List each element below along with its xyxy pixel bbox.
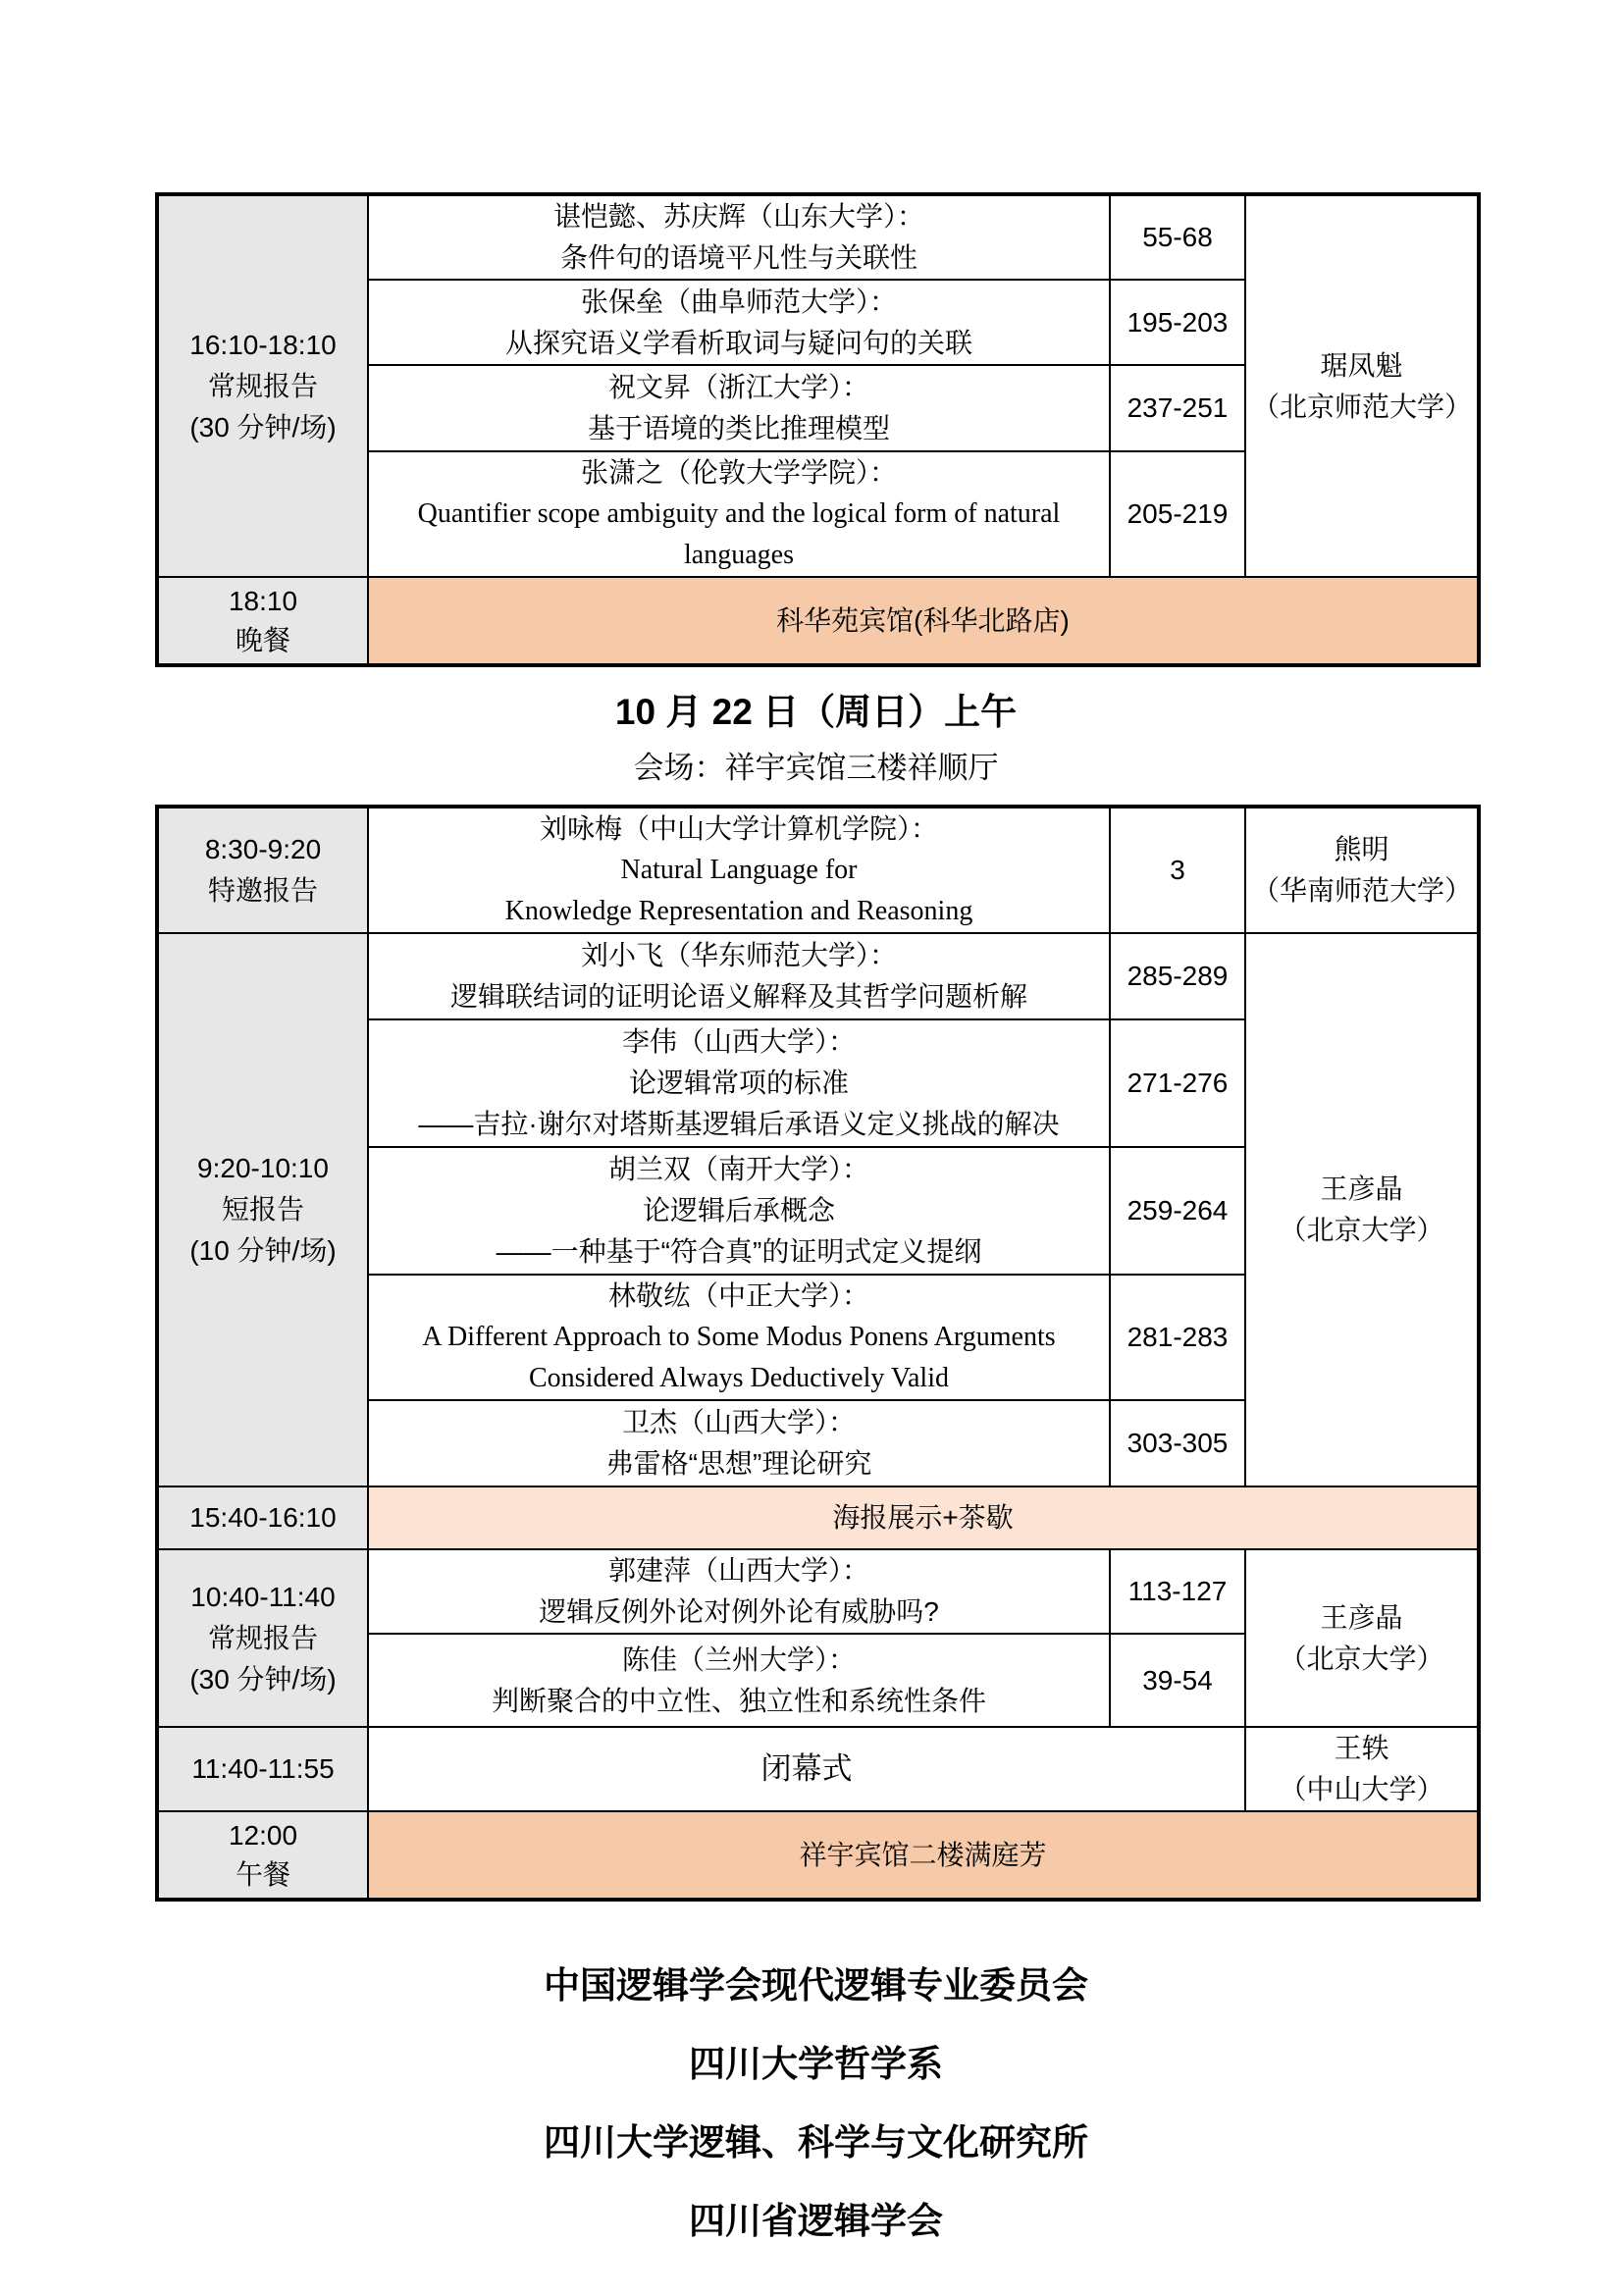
talk-cell (368, 1147, 1110, 1275)
talk-title: 从探究语义学看析取词与疑问句的关联 (504, 327, 972, 358)
organizer-line: 四川大学逻辑、科学与文化研究所 (544, 2122, 1088, 2163)
session-type: 短报告 (221, 1194, 304, 1225)
organizer-line: 中国逻辑学会现代逻辑专业委员会 (544, 1965, 1088, 2006)
chair-cell (1245, 194, 1479, 577)
session-type: 特邀报告 (207, 875, 318, 906)
closing-ceremony-row (157, 1727, 1479, 1811)
pages-cell: 281-283 (1110, 1275, 1245, 1400)
chair-cell (1245, 807, 1479, 933)
talk-speaker: 谌恺懿、苏庆辉（山东大学）： (552, 201, 924, 232)
dinner-venue: 科华苑宾馆(科华北路店) (368, 577, 1479, 665)
talk-title: 条件句的语境平凡性与关联性 (559, 242, 917, 273)
dinner-row (157, 577, 1479, 665)
chair-cell (1245, 1727, 1479, 1811)
closing-time-cell: 11:40-11:55 (157, 1727, 368, 1811)
tea-break-label: 海报展示+茶歇 (368, 1487, 1479, 1549)
session-time-cell (157, 933, 368, 1487)
session-time-cell (157, 1549, 368, 1727)
session-type: 常规报告 (207, 1622, 318, 1653)
chair-affiliation: （华南师范大学） (1252, 875, 1473, 906)
chair-cell (1245, 933, 1479, 1487)
talk-row (157, 1549, 1479, 1634)
pages-cell: 39-54 (1110, 1634, 1245, 1727)
pages-cell: 205-219 (1110, 451, 1245, 577)
pages-cell: 271-276 (1110, 1019, 1245, 1147)
talk-speaker: 陈佳（兰州大学）： (621, 1643, 856, 1675)
talk-speaker: 祝文昇（浙江大学）： (607, 372, 869, 402)
chair-name: 王轶 (1334, 1733, 1389, 1763)
session-duration: (30 分钟/场) (189, 1663, 337, 1695)
chair-affiliation: （北京师范大学） (1252, 391, 1473, 422)
tea-time-cell: 15:40-16:10 (157, 1487, 368, 1549)
talk-cell (368, 451, 1110, 577)
talk-speaker: 胡兰双（南开大学）： (607, 1154, 869, 1184)
chair-name: 王彦晶 (1320, 1174, 1403, 1204)
lunch-time-cell (157, 1811, 368, 1900)
talk-cell (368, 280, 1110, 365)
chair-affiliation: （北京大学） (1279, 1643, 1444, 1674)
talk-speaker: 张保垒（曲阜师范大学）： (580, 286, 897, 317)
tea-break-row (157, 1487, 1479, 1549)
talk-cell (368, 1549, 1110, 1634)
pages-cell: 55-68 (1110, 194, 1245, 280)
talk-cell (368, 1400, 1110, 1487)
pages-cell: 113-127 (1110, 1549, 1245, 1634)
talk-row (157, 933, 1479, 1019)
talk-cell (368, 1019, 1110, 1147)
schedule-table-day2-morning (155, 805, 1481, 1902)
pages-cell: 259-264 (1110, 1147, 1245, 1275)
closing-label: 闭幕式 (368, 1727, 1245, 1811)
session-time-cell (157, 807, 368, 933)
lunch-venue: 祥宇宾馆二楼满庭芳 (368, 1811, 1479, 1900)
talk-cell (368, 807, 1110, 933)
talk-speaker: 刘小飞（华东师范大学）： (580, 940, 897, 970)
organizer-line: 四川大学哲学系 (689, 2044, 943, 2084)
dinner-time-cell (157, 577, 368, 665)
talk-title: 基于语境的类比推理模型 (587, 413, 890, 443)
talk-title: 逻辑联结词的证明论语义解释及其哲学问题析解 (449, 981, 1027, 1012)
session-time: 10:40-11:40 (190, 1581, 336, 1612)
chair-cell (1245, 1549, 1479, 1727)
talk-speaker: 刘咏梅（中山大学计算机学院）： (539, 813, 938, 844)
date-heading: 10 月 22 日（周日）上午 (614, 692, 1018, 732)
talk-title: 论逻辑常项的标准 (628, 1068, 849, 1098)
talk-title-line: Knowledge Representation and Reasoning (504, 896, 973, 926)
talk-cell (368, 1634, 1110, 1727)
talk-speaker: 卫杰（山西大学）： (621, 1407, 856, 1437)
talk-title: 弗雷格“思想”理论研究 (605, 1448, 872, 1479)
pages-cell: 237-251 (1110, 365, 1245, 451)
talk-subtitle: ——吉拉·谢尔对塔斯基逻辑后承语义定义挑战的解决 (418, 1109, 1060, 1139)
talk-cell (368, 365, 1110, 451)
chair-name: 王彦晶 (1320, 1601, 1403, 1633)
talk-speaker: 郭建萍（山西大学）： (607, 1555, 869, 1586)
session-duration: (10 分钟/场) (189, 1235, 337, 1266)
session-time: 8:30-9:20 (204, 834, 322, 864)
organizer-line: 四川省逻辑学会 (689, 2201, 943, 2241)
section-headings (155, 689, 1477, 789)
talk-title-line: A Different Approach to Some Modus Ponens Arguments (422, 1322, 1056, 1352)
pages-cell: 303-305 (1110, 1400, 1245, 1487)
lunch-label: 午餐 (235, 1858, 290, 1890)
invited-talk-row (157, 807, 1479, 933)
lunch-time: 12:00 (228, 1819, 298, 1851)
talk-speaker: 张潇之（伦敦大学学院）： (580, 457, 897, 488)
talk-cell (368, 194, 1110, 280)
talk-title: 判断聚合的中立性、独立性和系统性条件 (491, 1685, 986, 1716)
lunch-row (157, 1811, 1479, 1900)
chair-affiliation: （北京大学） (1279, 1215, 1444, 1245)
session-time: 9:20-10:10 (197, 1153, 329, 1183)
talk-speaker: 林敬纮（中正大学）： (607, 1280, 869, 1311)
talk-title-line: Considered Always Deductively Valid (529, 1363, 949, 1393)
session-duration: (30 分钟/场) (189, 411, 337, 443)
talk-subtitle: ——一种基于“符合真”的证明式定义提纲 (496, 1236, 982, 1267)
talk-title: 逻辑反例外论对例外论有威胁吗? (539, 1596, 939, 1627)
session-time: 16:10-18:10 (189, 329, 337, 360)
pages-cell: 285-289 (1110, 933, 1245, 1019)
schedule-table-day1-afternoon (155, 192, 1481, 667)
pages-cell: 3 (1110, 807, 1245, 933)
pages-cell: 195-203 (1110, 280, 1245, 365)
talk-cell (368, 1275, 1110, 1400)
talk-title: Quantifier scope ambiguity and the logical form of natural languages (417, 498, 1061, 570)
dinner-label: 晚餐 (235, 624, 290, 655)
session-type: 常规报告 (207, 370, 318, 401)
chair-affiliation: （中山大学） (1279, 1774, 1444, 1804)
talk-speaker: 李伟（山西大学）： (621, 1026, 856, 1057)
chair-name: 琚凤魁 (1320, 349, 1403, 381)
talk-title-line: Natural Language for (620, 855, 858, 885)
organizers-footer (155, 1947, 1477, 2261)
venue-heading: 会场：祥宇宾馆三楼祥顺厅 (633, 751, 999, 785)
dinner-time: 18:10 (228, 585, 298, 616)
talk-cell (368, 933, 1110, 1019)
session-time-cell (157, 194, 368, 577)
talk-title: 论逻辑后承概念 (642, 1195, 835, 1226)
talk-row (157, 194, 1479, 280)
chair-name: 熊明 (1334, 834, 1389, 864)
